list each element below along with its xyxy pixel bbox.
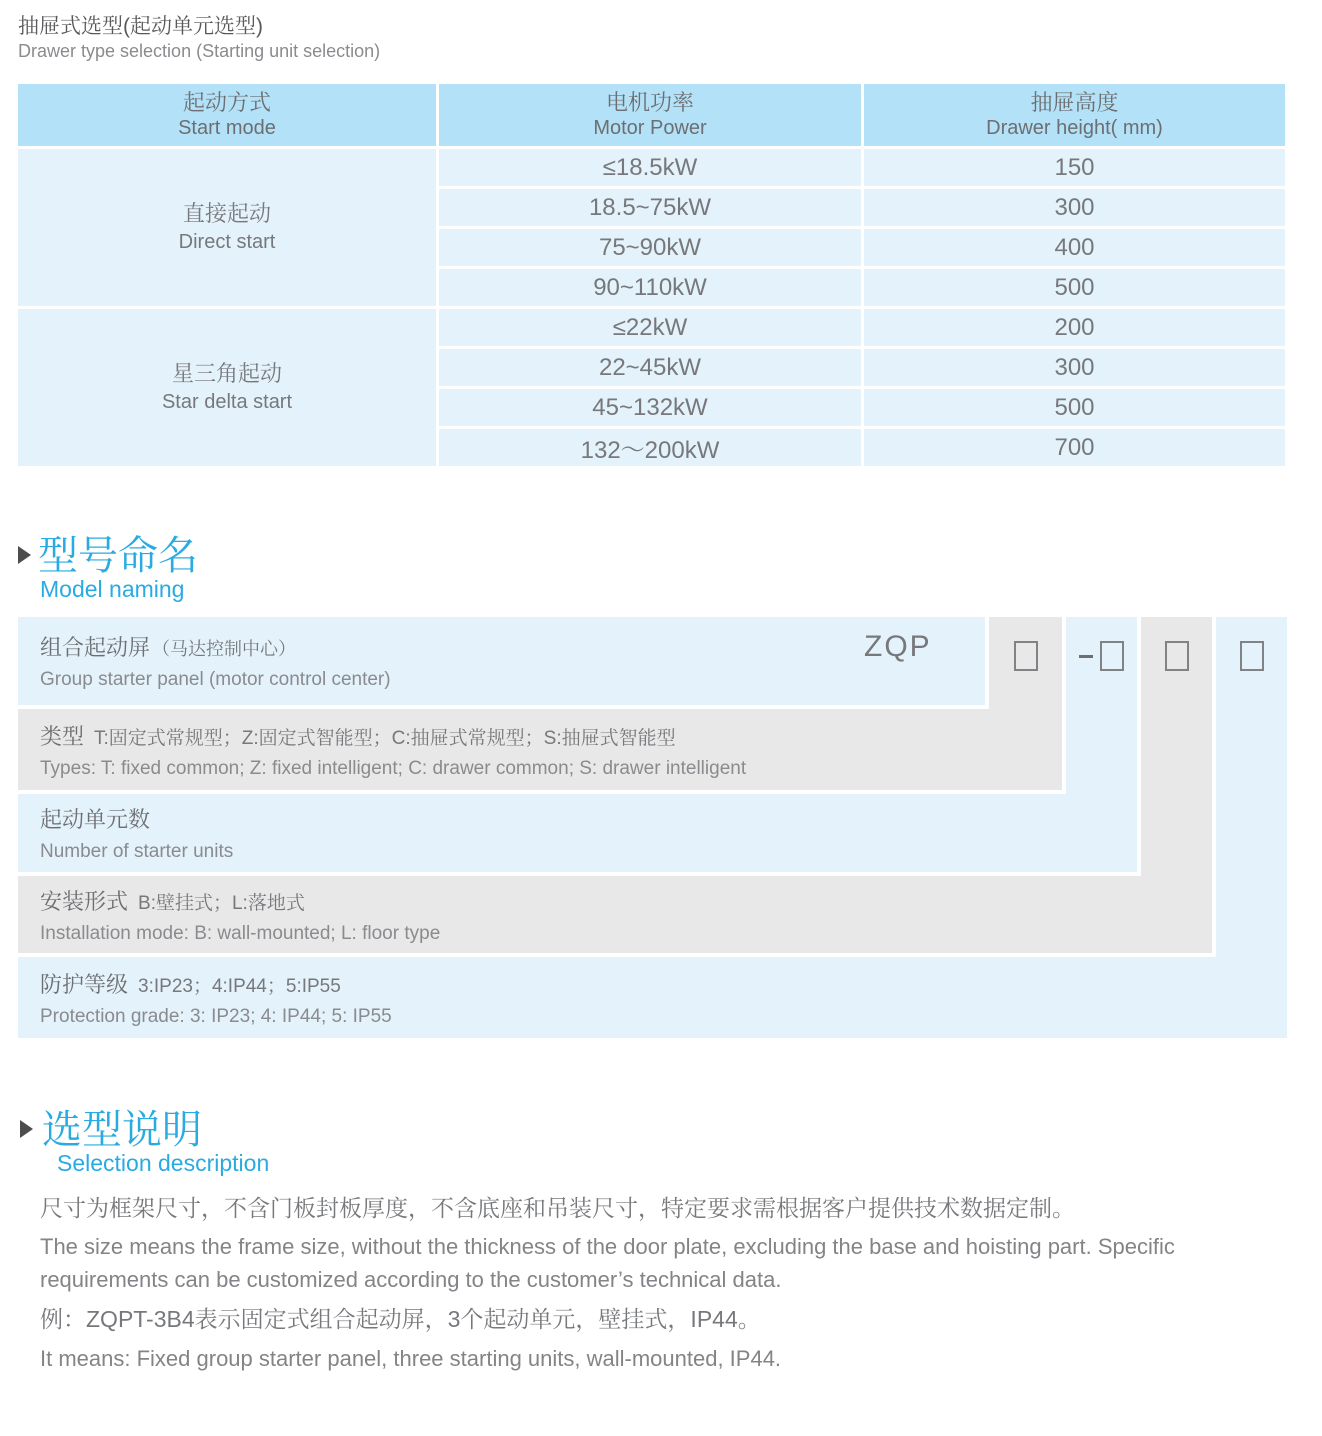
naming-row-types — [18, 709, 1062, 790]
desc-example-en: It means: Fixed group starter panel, three starting units, wall-mounted, IP44. — [40, 1345, 782, 1371]
code-column-type — [989, 617, 1062, 790]
page-title-zh: 抽屉式选型(起动单元选型) — [18, 15, 263, 38]
power-cell: 132～200kW — [439, 429, 861, 466]
selection-description-text — [40, 1192, 1288, 1382]
page-title-en: Drawer type selection (Starting unit selection) — [18, 41, 381, 61]
power-cell: 75~90kW — [439, 229, 861, 266]
naming-row-zh — [40, 631, 985, 662]
power-cell: 90~110kW — [439, 269, 861, 306]
drawer-selection-table — [18, 84, 1285, 466]
naming-row-protection-grade — [18, 957, 1287, 1038]
mode-star-delta-zh: 星三角起动 — [171, 361, 282, 387]
naming-row-zh-note: 3:IP23；4:IP44；5:IP55 — [138, 975, 341, 997]
naming-row-zh — [40, 885, 1212, 916]
naming-row-zh-note: T:固定式常规型；Z:固定式智能型；C:抽屉式常规型；S:抽屉式智能型 — [94, 727, 676, 749]
header-drawer-height-zh: 抽屉高度 — [1030, 89, 1119, 115]
model-code-box-units — [1100, 641, 1124, 671]
naming-row-zh-note: （马达控制中心） — [152, 639, 297, 659]
height-cell: 300 — [864, 349, 1285, 386]
model-code-box-installation — [1165, 641, 1189, 671]
power-cell: 18.5~75kW — [439, 189, 861, 226]
mode-direct-zh: 直接起动 — [182, 201, 271, 227]
naming-row-zh — [40, 968, 1287, 999]
header-motor-power-zh: 电机功率 — [605, 89, 694, 115]
code-dash-icon — [1079, 655, 1093, 658]
desc-paragraph-zh: 尺寸为框架尺寸，不含门板封板厚度，不含底座和吊装尺寸，特定要求需根据客户提供技术数据定制。 — [40, 1195, 1075, 1221]
height-cell: 700 — [864, 429, 1285, 466]
naming-row-group-starter-panel — [18, 617, 985, 705]
code-column-units — [1066, 617, 1137, 872]
model-code-box-protection — [1240, 641, 1264, 671]
mode-cell-direct-start — [18, 149, 436, 306]
naming-row-zh — [40, 720, 1062, 751]
naming-row-zh-label: 组合起动屏 — [40, 635, 151, 660]
naming-row-zh-label: 类型 — [40, 723, 85, 749]
power-cell: ≤18.5kW — [439, 149, 861, 186]
mode-star-delta-en: Star delta start — [161, 390, 293, 413]
naming-row-zh-label: 安装形式 — [40, 888, 129, 914]
selection-desc-heading-en: Selection description — [57, 1150, 270, 1176]
desc-example-zh: 例：ZQPT-3B4表示固定式组合起动屏，3个起动单元，壁挂式，IP44。 — [40, 1306, 761, 1333]
code-column-protection — [1216, 617, 1287, 1038]
power-cell: 22~45kW — [439, 349, 861, 386]
naming-row-en: Protection grade: 3: IP23; 4: IP44; 5: IP55 — [40, 1005, 392, 1027]
naming-row-zh-label: 防护等级 — [40, 971, 129, 997]
height-cell: 500 — [864, 269, 1285, 306]
section-marker-icon — [18, 546, 31, 564]
header-start-mode-en: Start mode — [178, 117, 276, 140]
mode-cell-star-delta — [18, 309, 436, 466]
naming-row-zh — [40, 803, 1137, 834]
model-code-box-type — [1014, 641, 1038, 671]
power-cell: ≤22kW — [439, 309, 861, 346]
header-motor-power-en: Motor Power — [593, 117, 707, 140]
naming-row-en: Number of starter units — [40, 841, 234, 862]
model-code-prefix: ZQP — [864, 630, 932, 663]
table-header-motor-power — [439, 84, 861, 146]
naming-row-zh-note: B:壁挂式；L:落地式 — [138, 892, 305, 914]
selection-desc-heading-zh: 选型说明 — [42, 1108, 202, 1152]
naming-row-en: Group starter panel (motor control center) — [40, 669, 391, 690]
naming-row-en: Types: T: fixed common; Z: fixed intelligent; C: drawer common; S: drawer intelligent — [40, 757, 747, 779]
height-cell: 150 — [864, 149, 1285, 186]
section-marker-icon — [20, 1120, 33, 1138]
desc-paragraph-en: The size means the frame size, without the thickness of the door plate, excluding the base and hoisting part. Specific requirements can be customized according to the customer’s technical data. — [40, 1234, 1175, 1292]
table-header-start-mode — [18, 84, 436, 146]
header-drawer-height-en: Drawer height( mm) — [986, 117, 1163, 140]
height-cell: 500 — [864, 389, 1285, 426]
power-cell: 45~132kW — [439, 389, 861, 426]
model-naming-heading-en: Model naming — [40, 576, 185, 602]
mode-direct-en: Direct start — [178, 230, 276, 253]
header-start-mode-zh: 起动方式 — [182, 89, 271, 115]
height-cell: 300 — [864, 189, 1285, 226]
naming-row-starter-units — [18, 794, 1137, 872]
height-cell: 200 — [864, 309, 1285, 346]
naming-row-zh-label: 起动单元数 — [40, 807, 151, 832]
height-cell: 400 — [864, 229, 1285, 266]
naming-row-en: Installation mode: B: wall-mounted; L: floor type — [40, 922, 441, 944]
table-header-drawer-height — [864, 84, 1285, 146]
model-naming-heading-zh: 型号命名 — [38, 534, 198, 578]
code-column-installation — [1141, 617, 1212, 953]
naming-row-installation-mode — [18, 876, 1212, 953]
